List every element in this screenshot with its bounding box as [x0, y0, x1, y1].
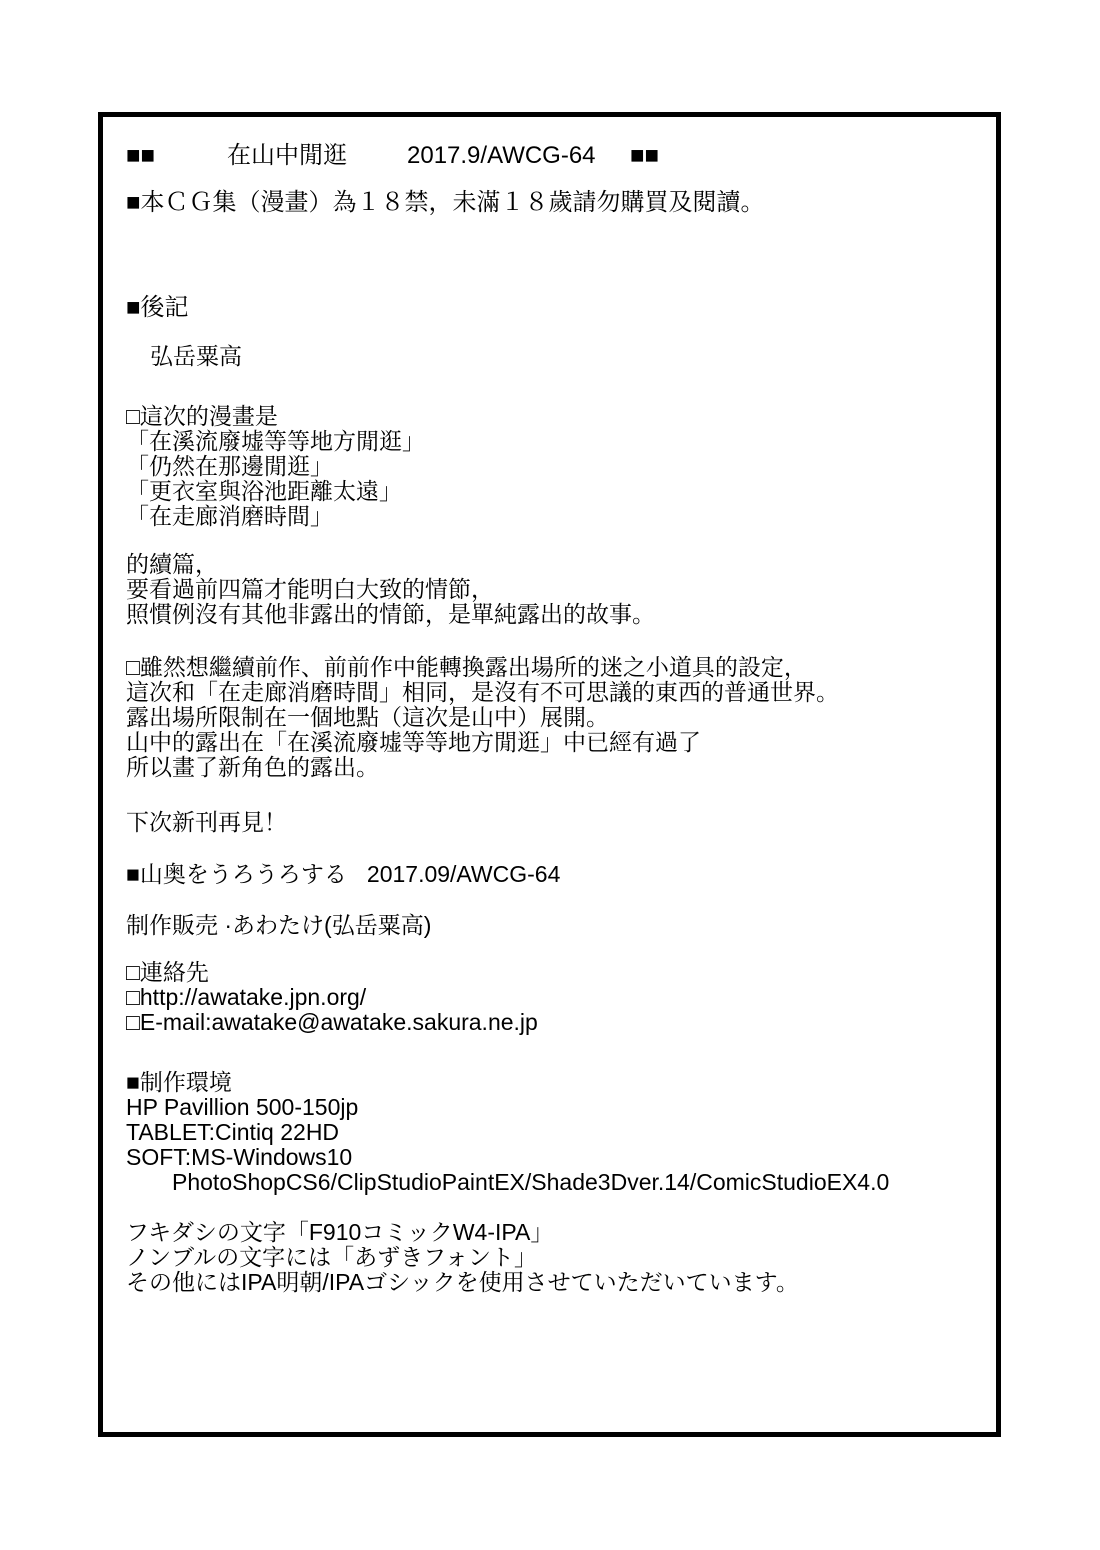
original-work-title: ■山奥をうろうろする	[126, 861, 347, 887]
production-environment-block	[126, 1070, 889, 1195]
paragraph-line: □這次的漫畫是	[126, 403, 278, 429]
contact-heading: □連絡先	[126, 959, 209, 985]
paragraph-line: □雖然想繼續前作、前前作中能轉換露出場所的迷之小道具的設定，	[126, 654, 807, 680]
afterword-heading: ■後記	[126, 294, 189, 321]
header-right-marks: ■■	[630, 142, 659, 169]
software-list-line: PhotoShopCS6/ClipStudioPaintEX/Shade3Dver.14/ComicStudioEX4.0	[126, 1169, 890, 1195]
paragraph-line: 要看過前四篇才能明白大致的情節，	[126, 576, 494, 602]
font-credit-line: ノンブルの文字には「あずきフォント」	[126, 1244, 538, 1270]
sequel-note-paragraph	[126, 552, 655, 627]
publisher-line: 制作販売 ·あわたけ(弘岳粟高)	[126, 912, 432, 938]
header-left-marks: ■■	[126, 142, 155, 169]
paragraph-line: 這次和「在走廊消磨時間」相同，是沒有不可思議的東西的普通世界。	[126, 679, 839, 705]
tablet-line: TABLET:Cintiq 22HD	[126, 1119, 340, 1145]
page-border-frame	[98, 112, 1001, 1437]
paragraph-line: 露出場所限制在一個地點（這次是山中）展開。	[126, 704, 609, 730]
paragraph-line: 的續篇，	[126, 551, 218, 577]
fonts-credit-block	[126, 1220, 799, 1295]
hardware-line: HP Pavillion 500-150jp	[126, 1094, 359, 1120]
page-title: 在山中閒逛	[227, 142, 347, 169]
setting-note-paragraph	[126, 655, 839, 780]
font-credit-line: フキダシの文字「F910コミックW4-IPA」	[126, 1219, 554, 1245]
paragraph-line: 所以畫了新角色的露出。	[126, 754, 379, 780]
work-title: 「在溪流廢墟等等地方閒逛」	[126, 428, 425, 454]
email-address: □E-mail:awatake@awatake.sakura.ne.jp	[126, 1009, 538, 1035]
edition-code: 2017.9/AWCG-64	[407, 142, 596, 169]
works-intro-paragraph	[126, 404, 425, 529]
software-line: SOFT:MS-Windows10	[126, 1144, 353, 1170]
closing-message: 下次新刊再見！	[126, 809, 287, 835]
paragraph-line: 照慣例沒有其他非露出的情節，是單純露出的故事。	[126, 601, 655, 627]
header-title-row	[103, 143, 996, 171]
contact-block	[126, 960, 538, 1035]
font-credit-line: その他にはIPA明朝/IPAゴシックを使用させていただいています。	[126, 1269, 799, 1295]
original-edition-code: 2017.09/AWCG-64	[366, 861, 561, 887]
age-warning: ■本ＣＧ集（漫畫）為１８禁，未滿１８歲請勿購買及閱讀。	[126, 189, 765, 216]
author-name: 弘岳粟高	[150, 343, 242, 369]
original-title-row	[126, 862, 560, 887]
paragraph-line: 山中的露出在「在溪流廢墟等等地方閒逛」中已經有過了	[126, 729, 701, 755]
work-title: 「更衣室與浴池距離太遠」	[126, 478, 402, 504]
website-url: □http://awatake.jpn.org/	[126, 984, 367, 1010]
work-title: 「仍然在那邊閒逛」	[126, 453, 333, 479]
environment-heading: ■制作環境	[126, 1069, 232, 1095]
work-title: 「在走廊消磨時間」	[126, 503, 333, 529]
